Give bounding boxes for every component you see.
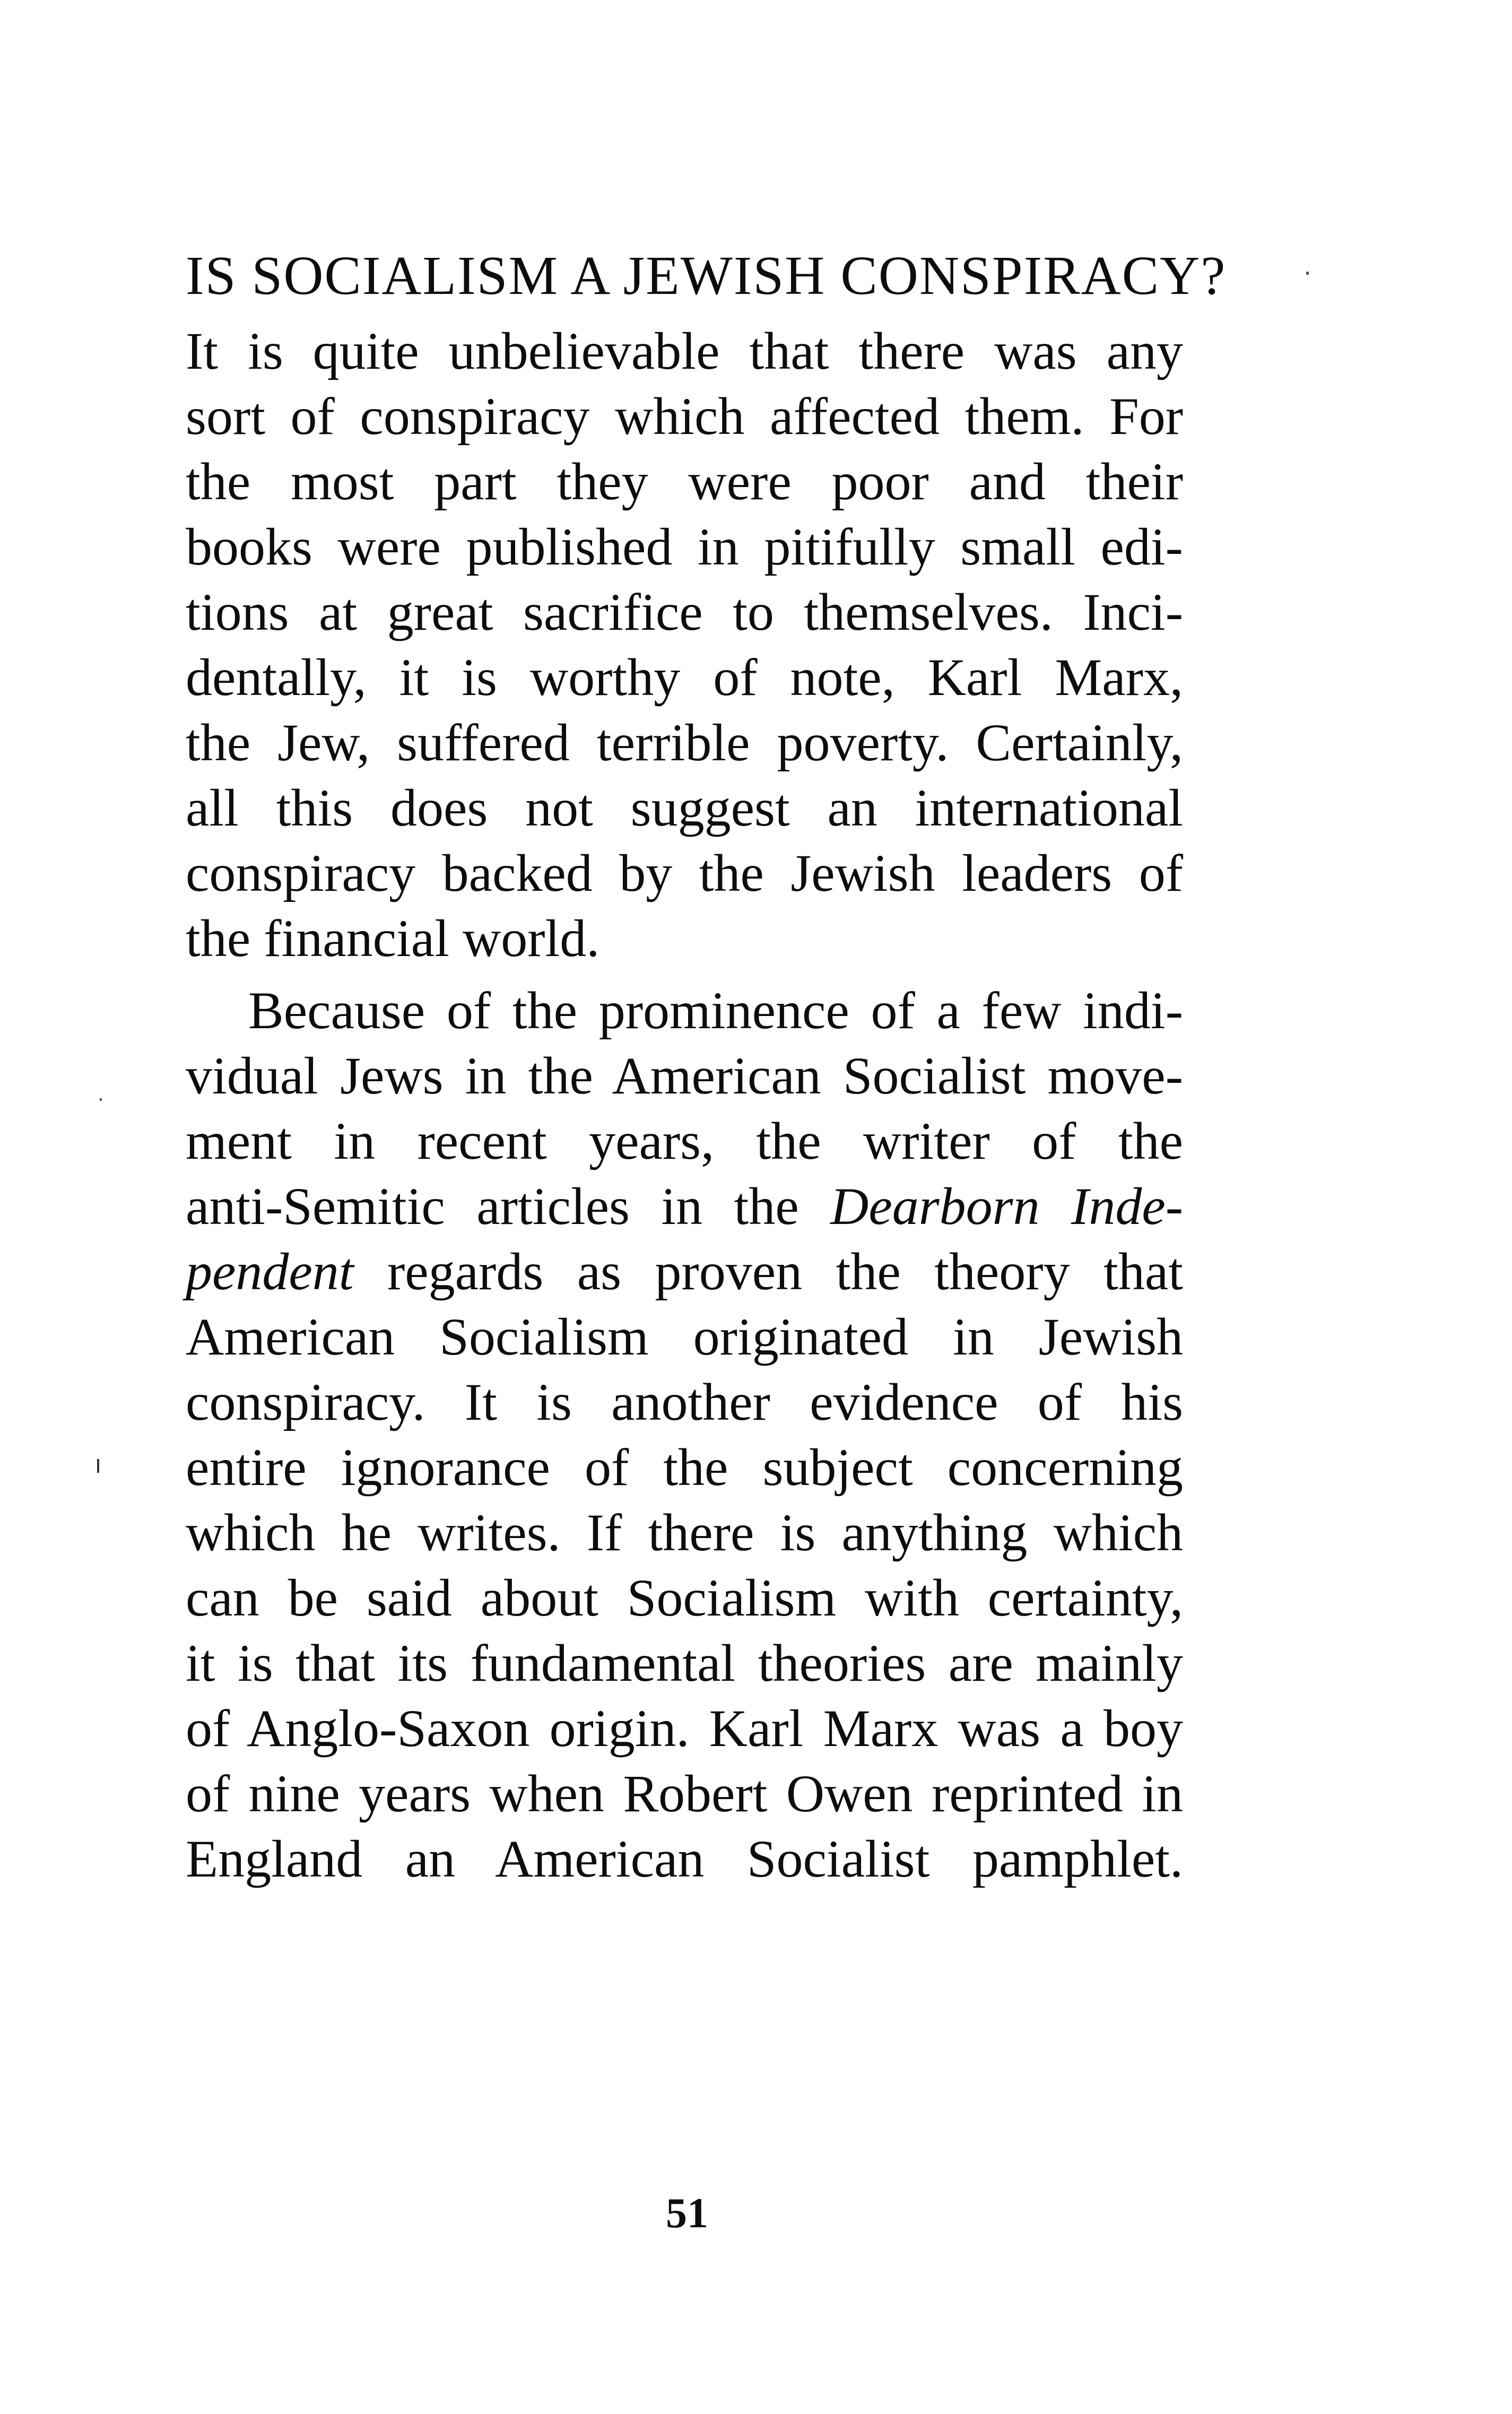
text-line-9: conspiracy backed by the Jewish leaders of [186, 844, 1183, 902]
text-line-4: books were published in pitifully small edi- [186, 517, 1183, 576]
text-line-16: American Socialism originated in Jewish [186, 1307, 1183, 1366]
page-number: 51 [666, 2190, 708, 2237]
text-line-3: the most part they were poor and their [186, 452, 1183, 511]
text-line-6: dentally, it is worthy of note, Karl Marx, [186, 648, 1183, 707]
text-line-20: can be said about Socialism with certainty, [186, 1568, 1183, 1627]
text-line-21: it is that its fundamental theories are mainly [186, 1634, 1183, 1692]
text-line-24: England an American Socialist pamphlet. [186, 1829, 1183, 1888]
title-dearborn-independent-part1: Dearborn Inde- [830, 1177, 1184, 1236]
text-line-11: Because of the prominence of a few indi- [248, 981, 1183, 1040]
text-line-15-roman: regards as proven the theory that [353, 1242, 1183, 1301]
text-line-7: the Jew, suffered terrible poverty. Certainly, [186, 713, 1183, 772]
text-line-18: entire ignorance of the subject concerning [186, 1438, 1183, 1497]
text-line-5: tions at great sacrifice to themselves. Inci- [186, 583, 1183, 641]
text-line-15 [186, 1242, 1183, 1301]
scan-mark [97, 1459, 99, 1473]
text-line-10: the financial world. [186, 909, 600, 968]
text-line-14-roman: anti-Semitic articles in the [186, 1177, 831, 1236]
running-head: IS SOCIALISM A JEWISH CONSPIRACY? [186, 245, 1227, 306]
scan-speck [1306, 272, 1309, 275]
text-line-14 [186, 1177, 1184, 1236]
text-line-12: vidual Jews in the American Socialist move- [186, 1046, 1183, 1105]
text-line-17: conspiracy. It is another evidence of his [186, 1373, 1183, 1431]
text-line-1: It is quite unbelievable that there was any [186, 322, 1183, 380]
text-line-2: sort of conspiracy which affected them. For [186, 387, 1183, 446]
text-line-8: all this does not suggest an international [186, 778, 1183, 837]
text-line-23: of nine years when Robert Owen reprinted in [186, 1764, 1183, 1823]
text-line-13: ment in recent years, the writer of the [186, 1112, 1183, 1170]
scan-speck [100, 1098, 102, 1101]
text-line-22: of Anglo-Saxon origin. Karl Marx was a boy [186, 1699, 1183, 1758]
text-line-19: which he writes. If there is anything which [186, 1503, 1183, 1562]
title-dearborn-independent-part2: pendent [186, 1242, 354, 1301]
